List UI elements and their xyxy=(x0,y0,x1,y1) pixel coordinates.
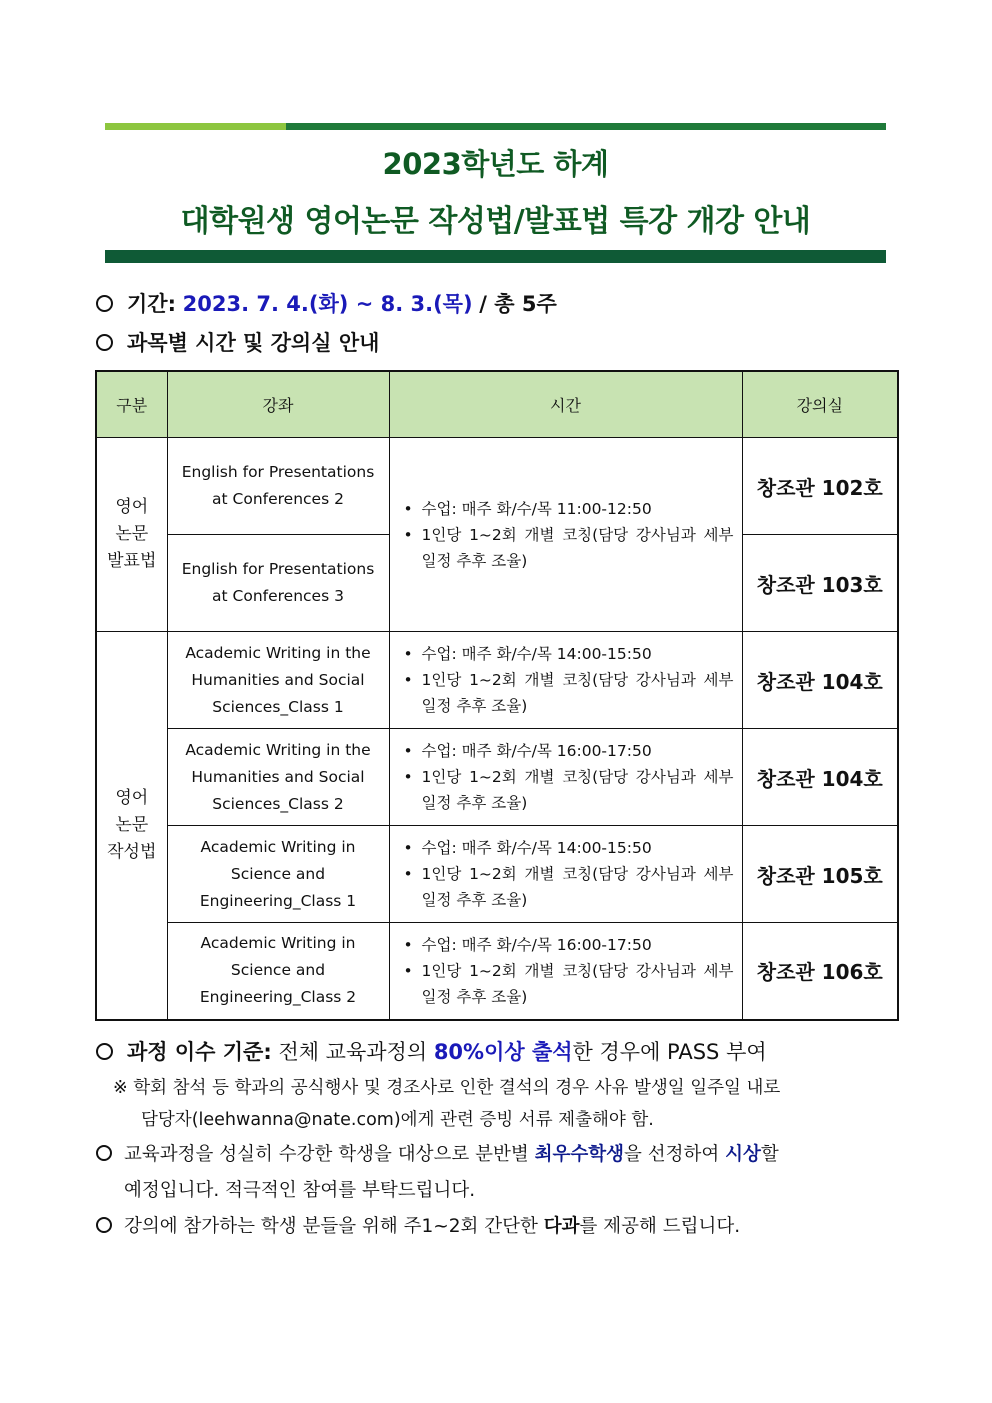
snack-text: 강의에 참가하는 학생 분들을 위해 주1~2회 간단한 xyxy=(124,1216,538,1237)
category-text: 영어 xyxy=(115,497,149,517)
course-text: Engineering_Class 1 xyxy=(199,891,357,910)
course-text: Science and xyxy=(230,961,326,980)
circle-bullet-icon xyxy=(96,1145,112,1161)
time-item: • 1인당 1~2회 개별 코칭(담당 강사님과 세부일정 추후 조율) xyxy=(398,667,734,719)
course-cell xyxy=(167,923,389,1020)
schedule-table xyxy=(95,370,899,1021)
completion-line xyxy=(96,1036,767,1066)
time-item: • 수업: 매주 화/수/목 14:00-15:50 xyxy=(398,641,734,667)
title-line-1: 2023학년도 하계 xyxy=(382,147,609,181)
course-text: Sciences_Class 1 xyxy=(212,697,344,716)
circle-bullet-icon xyxy=(96,334,113,351)
table-row xyxy=(96,826,898,923)
course-text: English for Presentations xyxy=(181,463,375,481)
course-cell xyxy=(167,535,389,632)
category-cell xyxy=(96,438,167,632)
course-cell xyxy=(167,729,389,826)
award-text: 할 xyxy=(760,1144,779,1165)
room-cell: 창조관 102호 xyxy=(742,438,898,535)
table-row xyxy=(96,438,898,535)
table-row xyxy=(96,632,898,729)
room-cell: 창조관 106호 xyxy=(742,923,898,1020)
snack-highlight: 다과 xyxy=(543,1216,580,1237)
award-text: 을 선정하여 xyxy=(623,1144,720,1165)
room-cell: 창조관 103호 xyxy=(742,535,898,632)
course-text: Humanities and Social xyxy=(191,670,365,689)
completion-text: 전체 교육과정의 xyxy=(278,1040,428,1064)
course-text: Engineering_Class 2 xyxy=(199,988,357,1007)
title-line-2: 대학원생 영어논문 작성법/발표법 특강 개강 안내 xyxy=(180,204,811,239)
table-row xyxy=(96,729,898,826)
category-text: 작성법 xyxy=(107,841,157,862)
period-dates: 2023. 7. 4.(화) ~ 8. 3.(목) xyxy=(182,292,473,316)
period-label: 기간: xyxy=(127,292,176,316)
room-cell: 창조관 105호 xyxy=(742,826,898,923)
course-cell xyxy=(167,826,389,923)
period-total: / 총 5주 xyxy=(479,292,557,316)
snack-line xyxy=(96,1212,740,1238)
course-text: Academic Writing in the xyxy=(185,740,371,759)
completion-highlight: 80%이상 출석 xyxy=(433,1040,573,1064)
course-text: Academic Writing in the xyxy=(185,643,371,662)
time-cell xyxy=(389,826,742,923)
course-text: at Conferences 3 xyxy=(212,587,344,605)
award-highlight-best: 최우수학생 xyxy=(534,1144,624,1165)
time-item: • 수업: 매주 화/수/목 16:00-17:50 xyxy=(398,738,734,764)
course-cell xyxy=(167,632,389,729)
award-line2: 예정입니다. 적극적인 참여를 부탁드립니다. xyxy=(124,1180,476,1201)
completion-text-after: 한 경우에 PASS 부여 xyxy=(572,1040,767,1064)
course-text: Sciences_Class 2 xyxy=(212,794,344,813)
absence-note-line2: 담당자(leehwanna@nate.com)에게 관련 증빙 서류 제출해야 함. xyxy=(141,1110,654,1130)
time-cell xyxy=(389,632,742,729)
circle-bullet-icon xyxy=(96,295,113,312)
award-line xyxy=(96,1140,779,1166)
top-divider-bar xyxy=(105,123,886,130)
circle-bullet-icon xyxy=(96,1217,112,1233)
header-course: 강좌 xyxy=(167,371,389,438)
time-item: • 1인당 1~2회 개별 코칭(담당 강사님과 세부일정 추후 조율) xyxy=(398,958,734,1010)
time-cell xyxy=(389,438,742,632)
snack-text: 를 제공해 드립니다. xyxy=(579,1216,741,1237)
room-cell: 창조관 104호 xyxy=(742,729,898,826)
period-line xyxy=(96,288,557,318)
header-category: 구분 xyxy=(96,371,167,438)
time-cell xyxy=(389,729,742,826)
course-text: Academic Writing in xyxy=(200,934,356,953)
time-item: • 수업: 매주 화/수/목 11:00-12:50 xyxy=(398,496,734,522)
category-text: 논문 xyxy=(115,814,149,835)
time-item: • 1인당 1~2회 개별 코칭(담당 강사님과 세부일정 추후 조율) xyxy=(398,764,734,816)
category-text: 논문 xyxy=(115,524,149,544)
course-cell xyxy=(167,438,389,535)
table-header-row xyxy=(96,371,898,438)
course-text: Academic Writing in xyxy=(200,837,356,856)
header-time: 시간 xyxy=(389,371,742,438)
award-highlight-prize: 시상 xyxy=(725,1144,761,1165)
top-divider-dark xyxy=(286,123,886,130)
bottom-divider-bar xyxy=(105,250,886,263)
course-text: Humanities and Social xyxy=(191,767,365,786)
absence-note-line1: ※ 학회 참석 등 학과의 공식행사 및 경조사로 인한 결석의 경우 사유 발생일 일주일 내로 xyxy=(113,1078,781,1098)
table-row xyxy=(96,923,898,1020)
section-title-line xyxy=(96,327,379,357)
circle-bullet-icon xyxy=(96,1043,113,1060)
award-text: 교육과정을 성실히 수강한 학생을 대상으로 분반별 xyxy=(124,1144,529,1165)
category-cell xyxy=(96,632,167,1020)
section-title: 과목별 시간 및 강의실 안내 xyxy=(127,331,380,355)
time-cell xyxy=(389,923,742,1020)
course-text: Science and xyxy=(230,864,326,883)
completion-label: 과정 이수 기준: xyxy=(127,1040,272,1064)
course-text: English for Presentations xyxy=(181,560,375,578)
time-item: • 수업: 매주 화/수/목 14:00-15:50 xyxy=(398,835,734,861)
time-item: • 1인당 1~2회 개별 코칭(담당 강사님과 세부일정 추후 조율) xyxy=(398,861,734,913)
course-text: at Conferences 2 xyxy=(212,490,344,508)
time-item: • 수업: 매주 화/수/목 16:00-17:50 xyxy=(398,932,734,958)
category-text: 영어 xyxy=(115,787,149,808)
header-room: 강의실 xyxy=(742,371,898,438)
top-divider-light xyxy=(105,123,286,130)
category-text: 발표법 xyxy=(107,551,157,571)
time-item: • 1인당 1~2회 개별 코칭(담당 강사님과 세부일정 추후 조율) xyxy=(398,522,734,574)
room-cell: 창조관 104호 xyxy=(742,632,898,729)
